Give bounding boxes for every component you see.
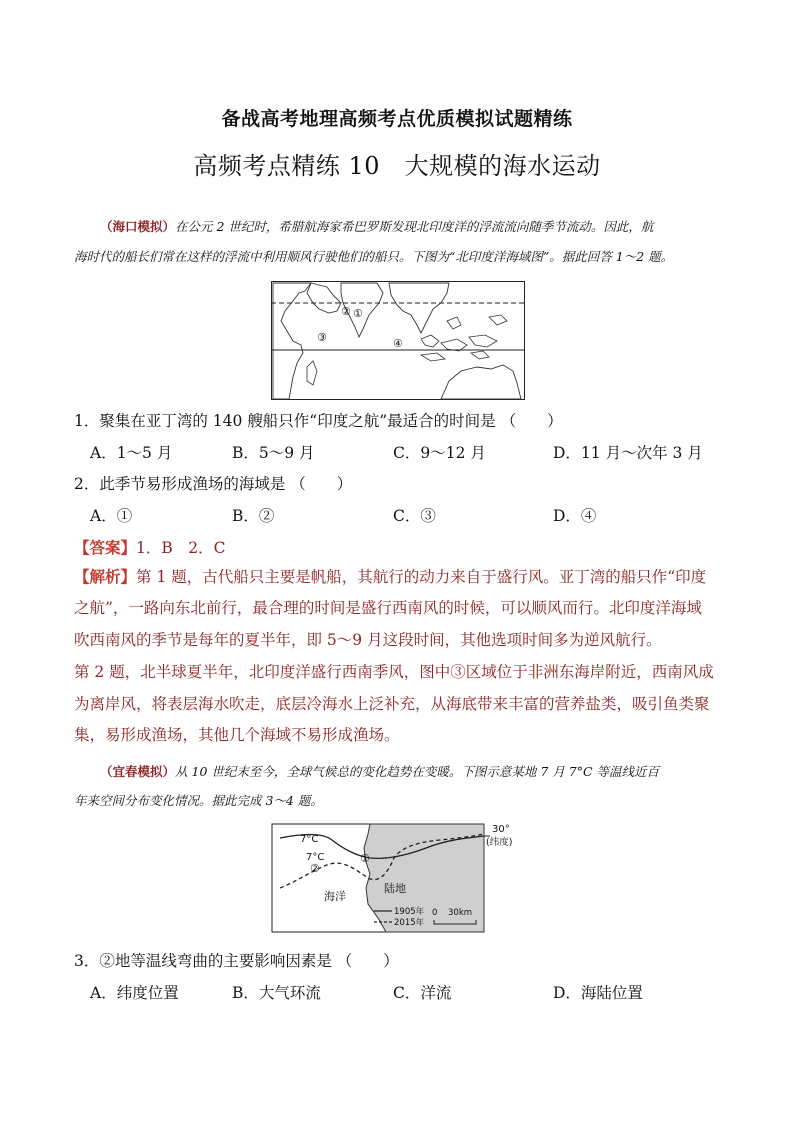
passage1-source: （海口模拟） xyxy=(100,219,176,234)
analysis-line4: 第 2 题，北半球夏半年，北印度洋盛行西南季风，图中③区域位于非洲东海岸附近，西南风成 xyxy=(74,663,714,681)
land-label: 陆地 xyxy=(384,882,406,895)
map1-label-3: ③ xyxy=(317,331,327,344)
analysis-text1: 第 1 题，古代船只主要是帆船，其航行的动力来自于盛行风。亚丁湾的船只作“印度 xyxy=(136,568,707,586)
north-indian-ocean-map xyxy=(271,281,525,400)
marker-1: ① xyxy=(360,852,370,865)
isotherm-map xyxy=(270,818,530,936)
analysis-line1 xyxy=(74,561,734,593)
map1-label-4: ④ xyxy=(393,337,403,350)
analysis-line3: 吹西南风的季节是每年的夏半年，即 5～9 月这段时间，其他选项时间多为逆风航行。 xyxy=(74,631,662,649)
latitude-value: 30° xyxy=(492,824,510,835)
analysis-tag: 【解析】 xyxy=(74,567,137,586)
q1-option-d: D．11 月～次年 3 月 xyxy=(553,444,703,462)
passage2-line1 xyxy=(100,757,740,787)
isotherm-label-2015: 7°C xyxy=(306,852,325,863)
analysis-line5: 为离岸风，将表层海水吹走，底层冷海水上泛补充，从海底带来丰富的营养盐类，吸引鱼类聚 xyxy=(74,695,710,713)
q3-option-c: C．洋流 xyxy=(393,984,452,1002)
q1-stem: 1．聚集在亚丁湾的 140 艘船只作“印度之航”最适合的时间是 （ ） xyxy=(74,412,563,430)
ocean-label: 海洋 xyxy=(324,890,346,903)
answer-text: 1．B 2．C xyxy=(136,539,226,557)
series-title: 备战高考地理高频考点优质模拟试题精练 xyxy=(221,108,573,130)
q3-option-b: B．大气环流 xyxy=(232,984,321,1002)
q1-option-c: C．9～12 月 xyxy=(393,444,486,462)
passage2-source: （宜春模拟） xyxy=(100,764,176,779)
chapter-title: 高频考点精练 10 大规模的海水运动 xyxy=(193,152,601,180)
passage2-line2: 年来空间分布变化情况。据此完成 3～4 题。 xyxy=(74,793,323,808)
q1-option-a: A．1～5 月 xyxy=(90,444,173,462)
marker-2: ② xyxy=(310,862,320,875)
q2-option-c: C．③ xyxy=(393,507,436,525)
scale-zero: 0 xyxy=(432,908,438,918)
q2-option-b: B．② xyxy=(232,507,275,525)
analysis-line6: 集，易形成渔场，其他几个海域不易形成渔场。 xyxy=(74,726,400,744)
isotherm-label-1905: 7°C xyxy=(300,834,319,845)
passage1-line1 xyxy=(100,212,740,242)
latitude-unit: (纬度) xyxy=(486,837,513,848)
passage1-text1: 在公元 2 世纪时，希腊航海家希巴罗斯发现北印度洋的浮流流向随季节流动。因此，航 xyxy=(175,219,654,234)
answer-line xyxy=(74,536,226,558)
q2-stem: 2．此季节易形成渔场的海域是 （ ） xyxy=(74,475,353,493)
passage2-text1: 从 10 世纪末至今，全球气候总的变化趋势在变暖。下图示意某地 7 月 7°C 等温线近百 xyxy=(175,764,659,779)
map1-label-2: ② xyxy=(341,305,351,318)
q3-option-d: D．海陆位置 xyxy=(553,984,643,1002)
q3-option-a: A．纬度位置 xyxy=(90,984,179,1002)
q2-option-d: D．④ xyxy=(553,507,597,525)
map1-label-1: ① xyxy=(353,307,363,320)
q2-option-a: A．① xyxy=(90,507,133,525)
answer-tag: 【答案】 xyxy=(74,538,137,557)
passage1-line2: 海时代的船长们常在这样的浮流中利用顺风行驶他们的船只。下图为“北印度洋海域图”。据此回答 1～2 题。 xyxy=(74,249,674,264)
scale-distance: 30km xyxy=(448,908,473,918)
legend-2015: 2015年 xyxy=(394,918,425,928)
q3-stem: 3．②地等温线弯曲的主要影响因素是 （ ） xyxy=(74,952,399,970)
legend-1905: 1905年 xyxy=(394,907,425,917)
q1-option-b: B．5～9 月 xyxy=(232,444,315,462)
analysis-line2: 之航”，一路向东北前行，最合理的时间是盛行西南风的时候，可以顺风而行。北印度洋海域 xyxy=(74,599,702,617)
